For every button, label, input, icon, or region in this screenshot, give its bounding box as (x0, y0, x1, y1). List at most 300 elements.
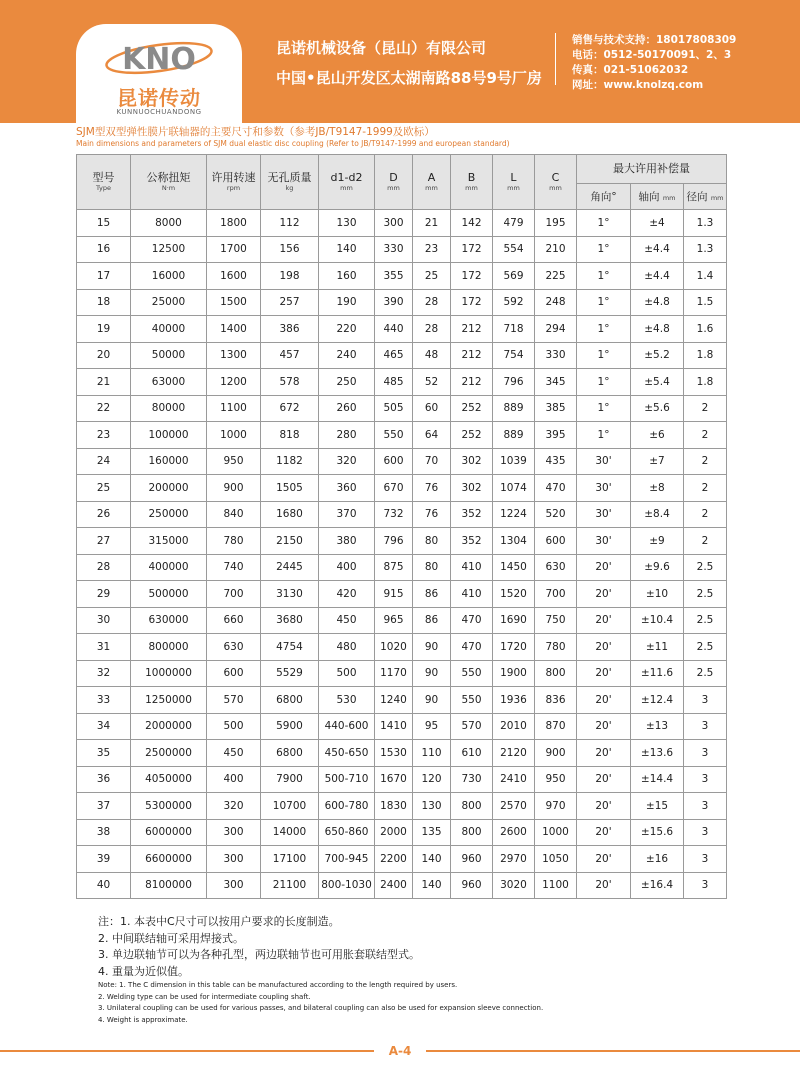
table-cell: 889 (493, 395, 535, 422)
header-l: L mm (493, 155, 535, 210)
table-row (77, 554, 727, 581)
table-cell: 21100 (261, 872, 319, 899)
table-cell: 900 (207, 475, 261, 502)
contact-fax: 传真：021-51062032 (572, 64, 689, 76)
logo (76, 24, 242, 123)
table-row (77, 740, 727, 767)
note-cn-2: 2. 中间联结轴可采用焊接式。 (98, 931, 244, 945)
table-cell: 140 (413, 872, 451, 899)
table-cell: 440-600 (319, 713, 375, 740)
logo-chinese-name: 昆诺传动 (117, 86, 201, 110)
table-cell: 1200 (207, 369, 261, 396)
table-cell: 390 (375, 289, 413, 316)
table-cell: 300 (375, 210, 413, 237)
table-row (77, 660, 727, 687)
table-cell: 110 (413, 740, 451, 767)
table-cell: 240 (319, 342, 375, 369)
table-cell: 570 (451, 713, 493, 740)
table-cell: 6800 (261, 740, 319, 767)
table-cell: 250 (319, 369, 375, 396)
table-cell: 20' (577, 740, 631, 767)
table-cell: 352 (451, 528, 493, 555)
table-cell: 875 (375, 554, 413, 581)
table-cell: 1936 (493, 687, 535, 714)
table-cell: 17100 (261, 846, 319, 873)
table-cell: 1250000 (131, 687, 207, 714)
header-speed: 许用转速 rpm (207, 155, 261, 210)
header-torque: 公称扭矩 N·m (131, 155, 207, 210)
table-cell: 700-945 (319, 846, 375, 873)
table-cell: 86 (413, 607, 451, 634)
table-cell: 530 (319, 687, 375, 714)
table-cell: 195 (535, 210, 577, 237)
table-cell: 90 (413, 634, 451, 661)
contact-sales: 销售与技术支持：18017808309 (572, 34, 737, 46)
contact-phone: 电话：0512-50170091、2、3 (572, 49, 732, 61)
table-cell: 3130 (261, 581, 319, 608)
table-cell: 1074 (493, 475, 535, 502)
table-cell: 1182 (261, 448, 319, 475)
table-cell: 1240 (375, 687, 413, 714)
table-cell: 52 (413, 369, 451, 396)
table-cell: 670 (375, 475, 413, 502)
table-cell: 554 (493, 236, 535, 263)
table-cell: 6800 (261, 687, 319, 714)
table-cell: 505 (375, 395, 413, 422)
table-row (77, 846, 727, 873)
table-row (77, 422, 727, 449)
table-cell: 780 (535, 634, 577, 661)
table-cell: 1505 (261, 475, 319, 502)
table-cell: 25 (77, 475, 131, 502)
table-cell: 212 (451, 316, 493, 343)
table-cell: 1° (577, 289, 631, 316)
contact-website: 网址：www.knolzq.com (572, 79, 704, 91)
table-cell: ±7 (631, 448, 684, 475)
table-cell: 252 (451, 422, 493, 449)
table-cell: 1800 (207, 210, 261, 237)
table-cell: 22 (77, 395, 131, 422)
table-cell: 2.5 (684, 554, 727, 581)
table-cell: 3 (684, 819, 727, 846)
table-cell: 1304 (493, 528, 535, 555)
spec-table (76, 154, 727, 899)
table-cell: 3020 (493, 872, 535, 899)
header-bore: d1-d2 mm (319, 155, 375, 210)
table-cell: 800 (451, 793, 493, 820)
table-cell: 140 (319, 236, 375, 263)
table-cell: 1.6 (684, 316, 727, 343)
table-cell: 5300000 (131, 793, 207, 820)
header-weight: 无孔质量 kg (261, 155, 319, 210)
table-row (77, 607, 727, 634)
table-cell: 135 (413, 819, 451, 846)
table-cell: 76 (413, 501, 451, 528)
table-cell: 20' (577, 766, 631, 793)
table-cell: 80000 (131, 395, 207, 422)
table-cell: ±4.4 (631, 236, 684, 263)
table-cell: ±10 (631, 581, 684, 608)
table-row (77, 210, 727, 237)
table-cell: 520 (535, 501, 577, 528)
table-cell: 2 (684, 475, 727, 502)
company-address: 中国•昆山开发区太湖南路88号9号厂房 (276, 69, 542, 87)
table-cell: 95 (413, 713, 451, 740)
table-cell: 34 (77, 713, 131, 740)
table-cell: 2.5 (684, 581, 727, 608)
table-cell: 2 (684, 395, 727, 422)
table-cell: 440 (375, 316, 413, 343)
table-cell: 1° (577, 369, 631, 396)
table-row (77, 713, 727, 740)
table-cell: 330 (375, 236, 413, 263)
table-cell: 210 (535, 236, 577, 263)
table-cell: 965 (375, 607, 413, 634)
note-en-3: 3. Unilateral coupling can be used for various passes, and bilateral coupling can also be used for expansion sleeve connection. (98, 1004, 544, 1012)
table-cell: 25 (413, 263, 451, 290)
table-cell: 40000 (131, 316, 207, 343)
table-cell: 19 (77, 316, 131, 343)
table-cell: 4754 (261, 634, 319, 661)
table-cell: 1600 (207, 263, 261, 290)
table-cell: 30' (577, 475, 631, 502)
header-c: C mm (535, 155, 577, 210)
table-cell: 302 (451, 475, 493, 502)
table-cell: 5529 (261, 660, 319, 687)
table-cell: 28 (413, 316, 451, 343)
table-cell: 718 (493, 316, 535, 343)
table-cell: 732 (375, 501, 413, 528)
table-cell: ±4.8 (631, 316, 684, 343)
table-row (77, 793, 727, 820)
table-cell: 28 (77, 554, 131, 581)
table-cell: 20' (577, 607, 631, 634)
table-cell: 818 (261, 422, 319, 449)
table-cell: 90 (413, 660, 451, 687)
table-cell: 1.8 (684, 342, 727, 369)
table-cell: 294 (535, 316, 577, 343)
table-cell: 1000 (207, 422, 261, 449)
table-row (77, 687, 727, 714)
table-cell: 4050000 (131, 766, 207, 793)
table-cell: 2600 (493, 819, 535, 846)
table-cell: 142 (451, 210, 493, 237)
table-cell: 300 (207, 846, 261, 873)
table-cell: 252 (451, 395, 493, 422)
table-cell: 570 (207, 687, 261, 714)
table-row (77, 395, 727, 422)
note-cn-3: 3. 单边联轴节可以为各种孔型，两边联轴节也可用胀套联结型式。 (98, 948, 420, 961)
table-cell: 1000 (535, 819, 577, 846)
table-cell: 23 (77, 422, 131, 449)
table-cell: 479 (493, 210, 535, 237)
table-cell: 6000000 (131, 819, 207, 846)
table-cell: 20' (577, 581, 631, 608)
header-axial: 轴向 mm (631, 184, 684, 210)
table-cell: 2500000 (131, 740, 207, 767)
table-cell: 80 (413, 528, 451, 555)
table-cell: 1050 (535, 846, 577, 873)
table-cell: 90 (413, 687, 451, 714)
table-cell: 395 (535, 422, 577, 449)
table-cell: 212 (451, 342, 493, 369)
table-cell: 300 (207, 819, 261, 846)
table-cell: 800 (535, 660, 577, 687)
table-cell: 140 (413, 846, 451, 873)
table-cell: 20' (577, 713, 631, 740)
table-cell: 112 (261, 210, 319, 237)
table-cell: 330 (535, 342, 577, 369)
header-type: 型号 Type (77, 155, 131, 210)
table-cell: 3680 (261, 607, 319, 634)
table-cell: 730 (451, 766, 493, 793)
table-cell: 24 (77, 448, 131, 475)
table-cell: 260 (319, 395, 375, 422)
table-cell: 1830 (375, 793, 413, 820)
table-cell: 21 (77, 369, 131, 396)
table-row (77, 448, 727, 475)
table-cell: 2.5 (684, 607, 727, 634)
table-cell: 600-780 (319, 793, 375, 820)
table-row (77, 316, 727, 343)
table-cell: 60 (413, 395, 451, 422)
table-cell: 400 (319, 554, 375, 581)
table-cell: 2000 (375, 819, 413, 846)
table-cell: 465 (375, 342, 413, 369)
table-cell: 480 (319, 634, 375, 661)
table-cell: 172 (451, 289, 493, 316)
table-cell: 2200 (375, 846, 413, 873)
table-cell: 1° (577, 395, 631, 422)
table-cell: 2410 (493, 766, 535, 793)
table-cell: 1170 (375, 660, 413, 687)
table-cell: 470 (451, 607, 493, 634)
table-cell: 870 (535, 713, 577, 740)
table-cell: 18 (77, 289, 131, 316)
table-cell: 2.5 (684, 660, 727, 687)
table-cell: ±12.4 (631, 687, 684, 714)
table-cell: 3 (684, 687, 727, 714)
table-cell: 1900 (493, 660, 535, 687)
table-cell: 40 (77, 872, 131, 899)
table-cell: 970 (535, 793, 577, 820)
table-cell: 960 (451, 846, 493, 873)
table-cell: 420 (319, 581, 375, 608)
table-cell: 248 (535, 289, 577, 316)
table-cell: 172 (451, 263, 493, 290)
table-cell: 960 (451, 872, 493, 899)
table-cell: 610 (451, 740, 493, 767)
table-cell: ±15 (631, 793, 684, 820)
table-row (77, 475, 727, 502)
table-cell: 660 (207, 607, 261, 634)
table-cell: ±9 (631, 528, 684, 555)
table-cell: 160000 (131, 448, 207, 475)
table-cell: 1100 (535, 872, 577, 899)
table-cell: 36 (77, 766, 131, 793)
table-cell: 1520 (493, 581, 535, 608)
table-cell: 130 (413, 793, 451, 820)
table-cell: 1400 (207, 316, 261, 343)
table-cell: 457 (261, 342, 319, 369)
table-cell: 130 (319, 210, 375, 237)
table-cell: 2000000 (131, 713, 207, 740)
table-cell: ±8 (631, 475, 684, 502)
table-cell: 740 (207, 554, 261, 581)
table-row (77, 634, 727, 661)
table-cell: 1° (577, 263, 631, 290)
table-cell: ±15.6 (631, 819, 684, 846)
table-row (77, 289, 727, 316)
table-cell: 796 (375, 528, 413, 555)
table-cell: 3 (684, 766, 727, 793)
table-cell: 836 (535, 687, 577, 714)
table-cell: ±9.6 (631, 554, 684, 581)
table-cell: 2 (684, 528, 727, 555)
table-cell: 20' (577, 687, 631, 714)
table-cell: 80 (413, 554, 451, 581)
page-number: A-4 (374, 1040, 426, 1062)
table-cell: ±4.4 (631, 263, 684, 290)
table-cell: 1.4 (684, 263, 727, 290)
table-cell: 20' (577, 819, 631, 846)
table-cell: 2400 (375, 872, 413, 899)
table-cell: 630 (207, 634, 261, 661)
table-cell: 450-650 (319, 740, 375, 767)
table-cell: 1.5 (684, 289, 727, 316)
table-cell: 120 (413, 766, 451, 793)
table-cell: 345 (535, 369, 577, 396)
table-cell: 76 (413, 475, 451, 502)
table-cell: 2010 (493, 713, 535, 740)
table-cell: 750 (535, 607, 577, 634)
table-cell: 35 (77, 740, 131, 767)
table-cell: 2 (684, 501, 727, 528)
table-cell: 190 (319, 289, 375, 316)
table-cell: 600 (207, 660, 261, 687)
table-cell: 889 (493, 422, 535, 449)
table-cell: 550 (375, 422, 413, 449)
table-cell: 2 (684, 448, 727, 475)
table-cell: 225 (535, 263, 577, 290)
header-max-compensation: 最大许用补偿量 (577, 155, 727, 184)
table-row (77, 342, 727, 369)
table-cell: 1300 (207, 342, 261, 369)
notes (98, 914, 543, 1026)
table-row (77, 236, 727, 263)
header-a: A mm (413, 155, 451, 210)
table-cell: ±8.4 (631, 501, 684, 528)
table-cell: 600 (375, 448, 413, 475)
table-cell: 20' (577, 660, 631, 687)
table-cell: 23 (413, 236, 451, 263)
table-cell: ±16.4 (631, 872, 684, 899)
table-cell: 1° (577, 342, 631, 369)
table-cell: 2970 (493, 846, 535, 873)
table-cell: 20' (577, 554, 631, 581)
table-cell: 386 (261, 316, 319, 343)
table-cell: 3 (684, 872, 727, 899)
table-cell: 1680 (261, 501, 319, 528)
table-cell: ±4.8 (631, 289, 684, 316)
table-cell: 212 (451, 369, 493, 396)
note-cn-1: 注：1. 本表中C尺寸可以按用户要求的长度制造。 (98, 915, 340, 928)
note-en-4: 4. Weight is approximate. (98, 1015, 188, 1024)
table-cell: 1450 (493, 554, 535, 581)
table-cell: 550 (451, 660, 493, 687)
table-cell: 485 (375, 369, 413, 396)
table-cell: 15 (77, 210, 131, 237)
table-cell: 30' (577, 501, 631, 528)
table-cell: ±5.2 (631, 342, 684, 369)
table-cell: 8000 (131, 210, 207, 237)
note-en-2: 2. Welding type can be used for intermediate coupling shaft. (98, 992, 311, 1001)
table-cell: 450 (319, 607, 375, 634)
table-cell: 500 (319, 660, 375, 687)
table-cell: 37 (77, 793, 131, 820)
table-cell: 900 (535, 740, 577, 767)
table-cell: 30 (77, 607, 131, 634)
table-cell: 950 (207, 448, 261, 475)
table-cell: 20 (77, 342, 131, 369)
table-cell: 754 (493, 342, 535, 369)
table-cell: 27 (77, 528, 131, 555)
table-cell: 70 (413, 448, 451, 475)
table-cell: 1039 (493, 448, 535, 475)
table-cell: 630 (535, 554, 577, 581)
table-cell: 33 (77, 687, 131, 714)
table-cell: 780 (207, 528, 261, 555)
table-cell: 2570 (493, 793, 535, 820)
table-cell: 950 (535, 766, 577, 793)
page-header (0, 0, 800, 123)
table-cell: ±13 (631, 713, 684, 740)
table-cell: 355 (375, 263, 413, 290)
table-cell: 470 (451, 634, 493, 661)
table-cell: 800 (451, 819, 493, 846)
table-cell: 500000 (131, 581, 207, 608)
table-cell: ±13.6 (631, 740, 684, 767)
table-cell: 39 (77, 846, 131, 873)
table-cell: 10700 (261, 793, 319, 820)
table-cell: 1410 (375, 713, 413, 740)
table-cell: 500-710 (319, 766, 375, 793)
table-cell: 2445 (261, 554, 319, 581)
table-cell: 1.8 (684, 369, 727, 396)
table-cell: 500 (207, 713, 261, 740)
table-row (77, 819, 727, 846)
table-cell: 800-1030 (319, 872, 375, 899)
table-cell: 385 (535, 395, 577, 422)
table-cell: 1° (577, 422, 631, 449)
table-cell: 14000 (261, 819, 319, 846)
table-cell: 650-860 (319, 819, 375, 846)
table-cell: ±4 (631, 210, 684, 237)
table-cell: 30' (577, 528, 631, 555)
header-angular: 角向° (577, 184, 631, 210)
table-title-cn: SJM型双型弹性膜片联轴器的主要尺寸和参数（参考JB/T9147-1999及欧标） (76, 126, 435, 138)
table-row (77, 872, 727, 899)
table-cell: 450 (207, 740, 261, 767)
table-cell: 1100 (207, 395, 261, 422)
table-cell: 569 (493, 263, 535, 290)
table-cell: 1720 (493, 634, 535, 661)
table-cell: 1700 (207, 236, 261, 263)
table-cell: 1.3 (684, 210, 727, 237)
table-cell: 17 (77, 263, 131, 290)
table-cell: 1000000 (131, 660, 207, 687)
table-cell: 16 (77, 236, 131, 263)
